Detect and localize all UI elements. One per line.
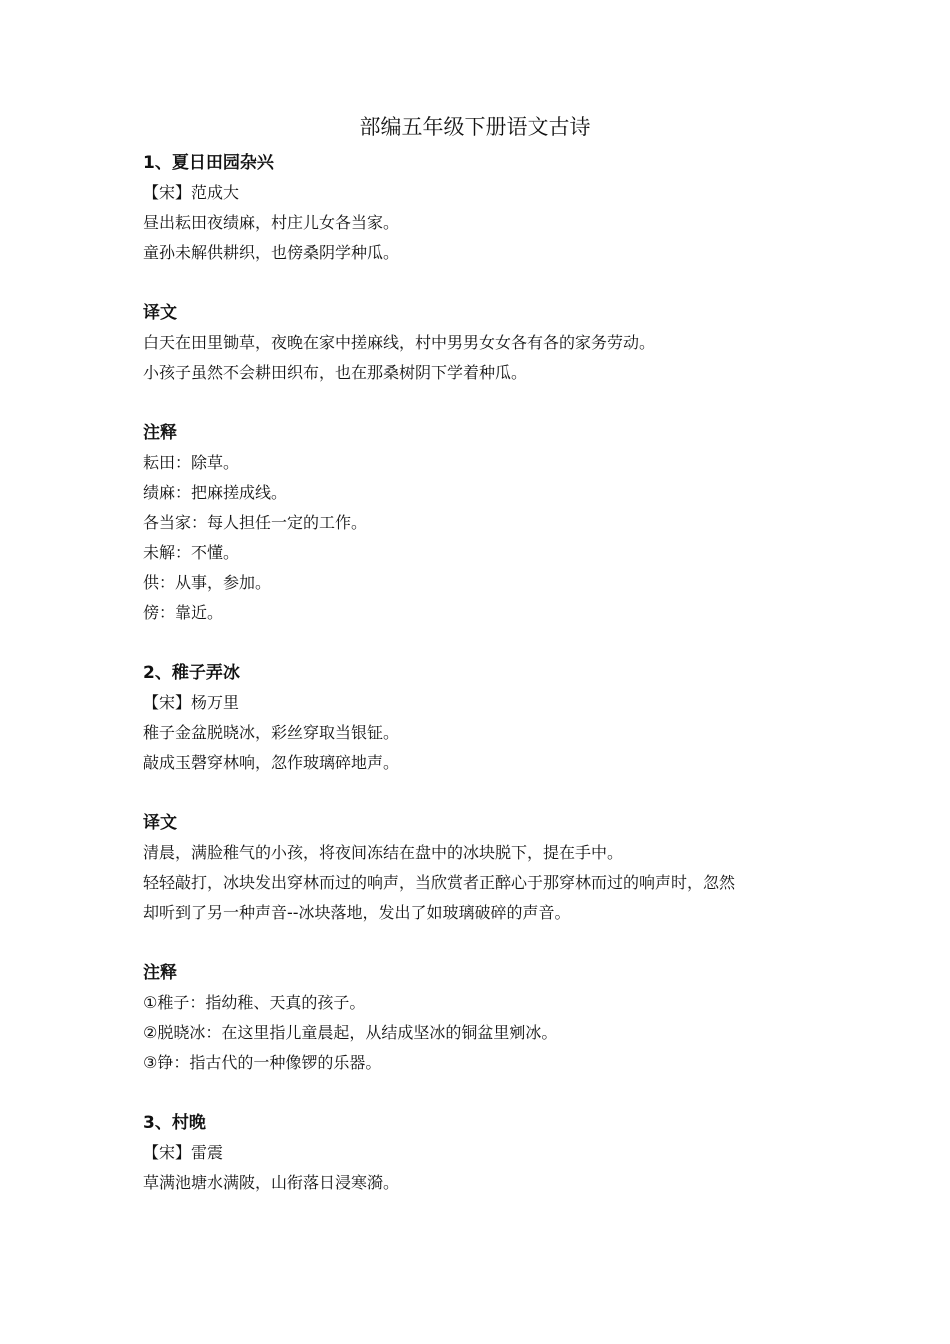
paragraph-spacer: [143, 628, 813, 658]
poem-1-note-4: 未解：不懂。: [143, 543, 240, 562]
poem-1-verse-2: 童孙未解供耕织，也傍桑阴学种瓜。: [143, 243, 400, 262]
poem-1-notes-heading: 注释: [143, 423, 177, 443]
poem-2-notes-heading: 注释: [143, 963, 177, 983]
poem-1-author: 【宋】范成大: [143, 183, 240, 202]
poem-1-title: 1、夏日田园杂兴: [143, 153, 274, 173]
poem-2-note-3: ③铮：指古代的一种像锣的乐器。: [143, 1053, 382, 1072]
poem-1-note-5: 供：从事，参加。: [143, 573, 272, 592]
poem-1-translation-1: 白天在田里锄草，夜晚在家中搓麻线，村中男男女女各有各的家务劳动。: [143, 333, 656, 352]
poem-2-note-1: ①稚子：指幼稚、天真的孩子。: [143, 993, 366, 1012]
poem-2-translation-3: 却听到了另一种声音--冰块落地，发出了如玻璃破碎的声音。: [143, 903, 571, 922]
poem-2-verse-2: 敲成玉磬穿林响，忽作玻璃碎地声。: [143, 753, 400, 772]
poem-2-author: 【宋】杨万里: [143, 693, 240, 712]
poem-2-translation-heading: 译文: [143, 813, 177, 833]
paragraph-spacer: [143, 388, 813, 418]
document-body: [143, 148, 813, 1198]
poem-1-note-2: 绩麻：把麻搓成线。: [143, 483, 288, 502]
paragraph-spacer: [143, 268, 813, 298]
poem-1-note-3: 各当家：每人担任一定的工作。: [143, 513, 368, 532]
poem-2-translation-1: 清晨，满脸稚气的小孩，将夜间冻结在盘中的冰块脱下，提在手中。: [143, 843, 624, 862]
poem-2-translation-2: 轻轻敲打，冰块发出穿林而过的响声，当欣赏者正醉心于那穿林而过的响声时，忽然: [143, 873, 736, 892]
poem-3-verse-1: 草满池塘水满陂，山衔落日浸寒漪。: [143, 1173, 400, 1192]
poem-1-note-1: 耘田：除草。: [143, 453, 240, 472]
paragraph-spacer: [143, 928, 813, 958]
document-title: 部编五年级下册语文古诗: [359, 115, 591, 139]
poem-2-title: 2、稚子弄冰: [143, 663, 240, 683]
poem-1-note-6: 傍：靠近。: [143, 603, 224, 622]
poem-1-translation-2: 小孩子虽然不会耕田织布，也在那桑树阴下学着种瓜。: [143, 363, 528, 382]
poem-1-verse-1: 昼出耘田夜绩麻，村庄儿女各当家。: [143, 213, 400, 232]
poem-2-verse-1: 稚子金盆脱晓冰，彩丝穿取当银钲。: [143, 723, 400, 742]
poem-1-translation-heading: 译文: [143, 303, 177, 323]
poem-2-note-2: ②脱晓冰：在这里指儿童晨起，从结成坚冰的铜盆里剜冰。: [143, 1023, 558, 1042]
paragraph-spacer: [143, 778, 813, 808]
poem-3-title: 3、村晚: [143, 1113, 206, 1133]
poem-3-author: 【宋】雷震: [143, 1143, 224, 1162]
document-page: [143, 110, 813, 1198]
paragraph-spacer: [143, 1078, 813, 1108]
